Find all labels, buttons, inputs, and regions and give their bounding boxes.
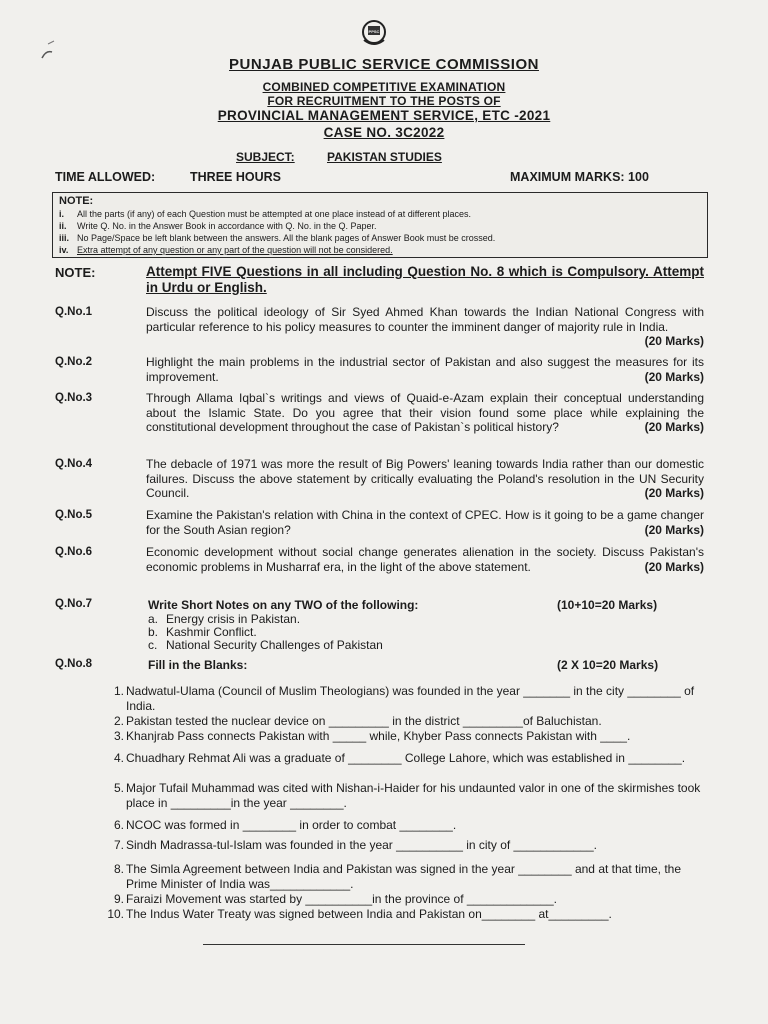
q7-heading: Write Short Notes on any TWO of the following:	[148, 598, 419, 612]
question-marks: (20 Marks)	[644, 369, 704, 384]
time-allowed-value: THREE HOURS	[190, 170, 281, 184]
question-text: Discuss the political ideology of Sir Syed Ahmed Khan towards the Indian National Congress with particular reference to his policy measures to counter the imminent danger of majority rule in India. (20 Marks)	[146, 305, 704, 348]
question-label: Q.No.1	[55, 306, 93, 318]
question-marks: (20 Marks)	[644, 334, 704, 348]
subject-label: SUBJECT:	[236, 150, 295, 164]
question-text: Examine the Pakistan's relation with China in the context of CPEC. How is it going to be a game changer for the South Asian region? (20 Marks)	[146, 508, 704, 537]
question-marks: (20 Marks)	[644, 486, 704, 500]
maximum-marks: MAXIMUM MARKS: 100	[510, 170, 649, 184]
note-box	[52, 192, 708, 258]
q7-marks: (10+10=20 Marks)	[557, 598, 658, 612]
question-label: Q.No.3	[55, 392, 93, 404]
question-label: Q.No.6	[55, 546, 93, 558]
question-label: Q.No.7	[55, 598, 93, 610]
list-item: c. National Security Challenges of Pakistan	[148, 638, 383, 652]
question-text: The debacle of 1971 was more the result of Big Powers' leaning towards India rather than our domestic failures. Discuss the above statement by critically evaluating the Poland's resolution in the UN Security Council. (20 Marks)	[146, 457, 704, 500]
note-item: iii. No Page/Space be left blank between the answers. All the blank pages of Answer Book must be crossed.	[59, 233, 496, 243]
question-marks: (20 Marks)	[644, 559, 704, 574]
subject-value: PAKISTAN STUDIES	[327, 150, 442, 164]
question-marks: (20 Marks)	[644, 420, 704, 434]
exam-line-2: FOR RECRUITMENT TO THE POSTS OF	[267, 94, 501, 108]
note-box-title: NOTE:	[59, 195, 94, 207]
question-text: Highlight the main problems in the industrial sector of Pakistan and also suggest the measures for its improvement. (20 Marks)	[146, 355, 704, 384]
question-text: Economic development without social change generates alienation in the society. Discuss Pakistan's economic problems in Musharraf era, in the light of the above statement. (20 Marks)	[146, 545, 704, 574]
q8-heading: Fill in the Blanks:	[148, 658, 248, 672]
commission-title: PUNJAB PUBLIC SERVICE COMMISSION	[229, 56, 539, 73]
question-label: Q.No.5	[55, 509, 93, 521]
note-item: i. All the parts (if any) of each Question must be attempted at one place instead of at different places.	[59, 209, 472, 219]
q8-marks: (2 X 10=20 Marks)	[557, 658, 659, 672]
question-text: Through Allama Iqbal`s writings and views of Quaid-e-Azam explain their conceptual understanding about the Islamic State. Do you agree that their vision found some place while explaining the constitutional development throughout the case of Pakistan`s political history? (20 Marks)	[146, 391, 704, 434]
exam-line-3: PROVINCIAL MANAGEMENT SERVICE, ETC -2021	[217, 108, 551, 123]
question-label: Q.No.2	[55, 356, 93, 368]
question-label: Q.No.4	[55, 458, 93, 470]
list-item: a. Energy crisis in Pakistan.	[148, 612, 301, 626]
seal-text: PPSC	[368, 29, 380, 34]
instruction-label: NOTE:	[55, 265, 96, 280]
ppsc-seal-icon	[356, 18, 392, 48]
list-item: b. Kashmir Conflict.	[148, 625, 257, 639]
exam-line-1: COMBINED COMPETITIVE EXAMINATION	[262, 80, 506, 94]
question-marks: (20 Marks)	[644, 522, 704, 537]
end-rule	[203, 944, 525, 945]
note-item: iv. Extra attempt of any question or any part of the question will not be considered.	[59, 245, 393, 255]
note-item: ii. Write Q. No. in the Answer Book in accordance with Q. No. in the Q. Paper.	[59, 221, 377, 231]
question-label: Q.No.8	[55, 658, 93, 670]
time-allowed-label: TIME ALLOWED:	[55, 170, 156, 184]
case-number: CASE NO. 3C2022	[323, 125, 445, 140]
instruction-text: Attempt FIVE Questions in all including Question No. 8 which is Compulsory. Attempt in Urdu or English.	[146, 264, 704, 295]
